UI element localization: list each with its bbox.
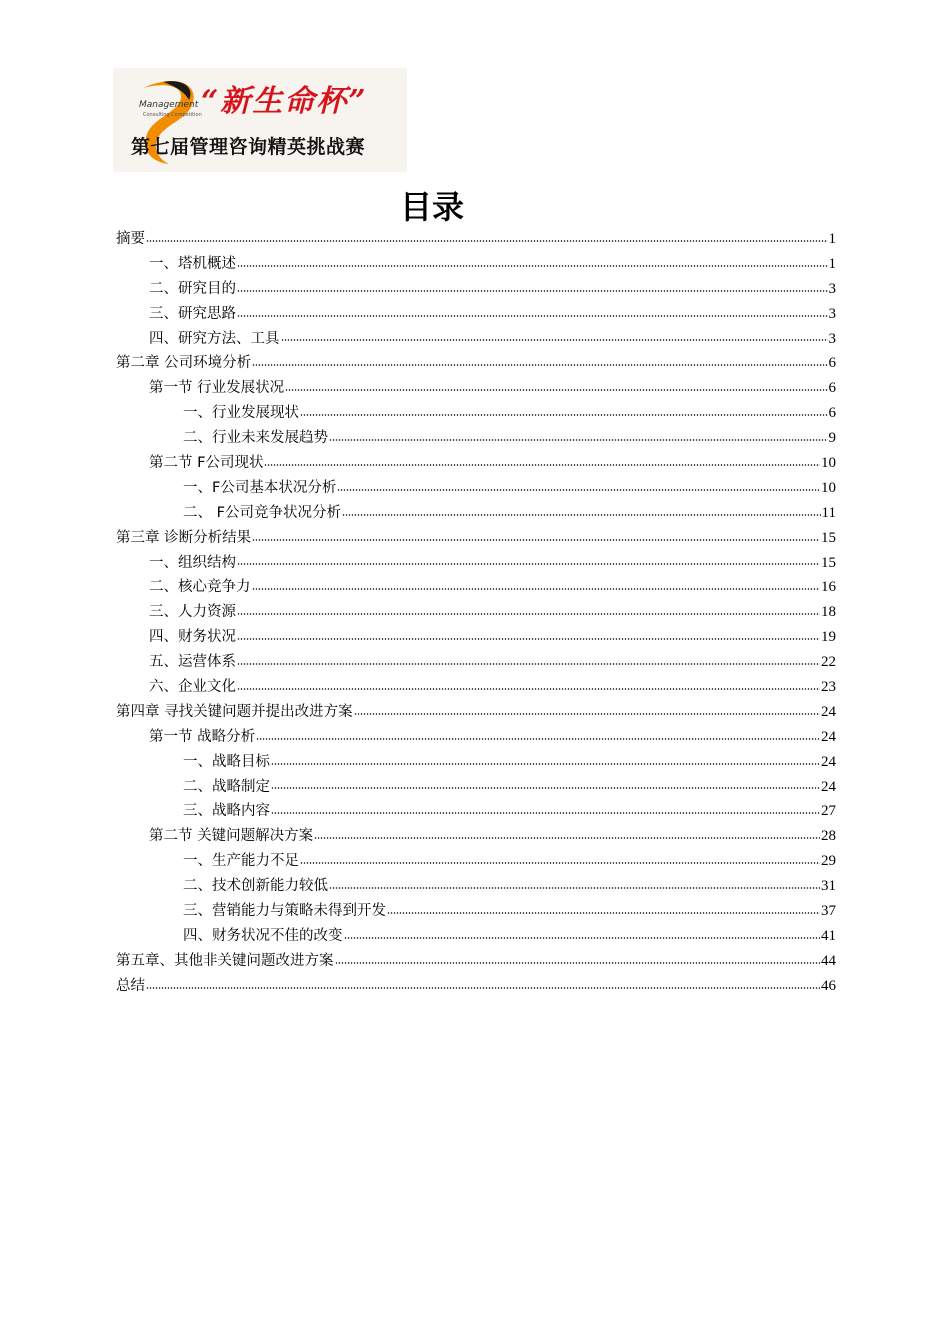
toc-entry[interactable]: [116, 451, 836, 476]
toc-entry-label: 二、 F公司竞争状况分析: [183, 504, 341, 521]
toc-entry[interactable]: [116, 401, 836, 426]
toc-dot-leader: [342, 514, 821, 516]
toc-entry-label: 第二节 F公司现状: [149, 455, 264, 472]
toc-entry-page-number: 9: [828, 430, 836, 447]
toc-entry-page-number: 3: [828, 330, 836, 347]
toc-entry-page-number: 1: [828, 231, 836, 247]
toc-entry[interactable]: [116, 974, 836, 999]
logo-slogan: “新生命杯”: [201, 84, 368, 119]
toc-entry-label: 第二节 关键问题解决方案: [149, 828, 314, 845]
toc-entry[interactable]: [116, 351, 836, 376]
toc-entry-label: 三、战略内容: [183, 803, 270, 820]
toc-dot-leader: [264, 464, 820, 466]
toc-entry[interactable]: [116, 252, 836, 277]
toc-entry[interactable]: [116, 600, 836, 625]
toc-entry-label: 一、组织结构: [149, 554, 236, 571]
toc-dot-leader: [252, 539, 820, 541]
table-of-contents: [116, 227, 836, 999]
toc-dot-leader: [300, 862, 820, 864]
toc-entry-page-number: 15: [821, 554, 836, 571]
toc-entry[interactable]: [116, 376, 836, 401]
toc-entry-page-number: 24: [821, 728, 836, 745]
toc-dot-leader: [237, 638, 820, 640]
toc-entry[interactable]: [116, 675, 836, 700]
toc-entry[interactable]: [116, 501, 836, 526]
toc-entry-page-number: 19: [821, 629, 836, 646]
toc-dot-leader: [314, 837, 820, 839]
toc-entry-page-number: 3: [828, 305, 836, 322]
toc-entry[interactable]: [116, 849, 836, 874]
toc-entry[interactable]: [116, 426, 836, 451]
toc-dot-leader: [271, 763, 820, 765]
toc-entry-label: 四、财务状况不佳的改变: [183, 927, 343, 944]
toc-dot-leader: [300, 414, 828, 416]
toc-entry[interactable]: [116, 625, 836, 650]
toc-entry-label: 一、F公司基本状况分析: [183, 479, 337, 496]
toc-entry-label: 二、技术创新能力较低: [183, 878, 328, 895]
toc-entry-page-number: 6: [828, 355, 836, 372]
toc-entry-page-number: 10: [821, 455, 836, 472]
toc-dot-leader: [237, 315, 828, 317]
toc-entry[interactable]: [116, 775, 836, 800]
toc-entry-label: 一、生产能力不足: [183, 853, 299, 870]
toc-entry-page-number: 6: [828, 405, 836, 422]
toc-entry-label: 第二章 公司环境分析: [116, 355, 252, 372]
toc-entry-label: 第一节 战略分析: [149, 728, 256, 745]
toc-dot-leader: [337, 489, 820, 491]
toc-entry-label: 第五章、其他非关键问题改进方案: [116, 952, 334, 969]
toc-dot-leader: [271, 787, 820, 789]
toc-entry-label: 总结: [116, 977, 145, 994]
toc-entry[interactable]: [116, 551, 836, 576]
toc-entry-page-number: 24: [821, 753, 836, 770]
toc-entry[interactable]: [116, 700, 836, 725]
toc-entry-page-number: 37: [821, 903, 836, 920]
toc-entry-label: 六、企业文化: [149, 679, 236, 696]
toc-entry[interactable]: [116, 327, 836, 352]
logo-subtitle: 第七届管理咨询精英挑战赛: [131, 136, 366, 158]
toc-dot-leader: [237, 613, 820, 615]
toc-entry-label: 五、运营体系: [149, 654, 236, 671]
toc-dot-leader: [354, 713, 820, 715]
toc-entry[interactable]: [116, 650, 836, 675]
toc-entry-label: 摘要: [116, 231, 145, 247]
toc-entry[interactable]: [116, 302, 836, 327]
toc-entry[interactable]: [116, 799, 836, 824]
logo-mark-subtext: Consulting Competition: [143, 112, 202, 118]
toc-dot-leader: [271, 812, 820, 814]
toc-entry-page-number: 29: [821, 853, 836, 870]
toc-entry-label: 二、战略制定: [183, 778, 270, 795]
toc-entry-page-number: 24: [821, 703, 836, 720]
toc-entry-label: 二、行业未来发展趋势: [183, 430, 328, 447]
toc-entry-page-number: 28: [821, 828, 836, 845]
toc-dot-leader: [237, 688, 820, 690]
toc-dot-leader: [281, 339, 828, 341]
toc-dot-leader: [256, 738, 820, 740]
toc-entry-label: 三、营销能力与策略未得到开发: [183, 903, 386, 920]
toc-entry-page-number: 18: [821, 604, 836, 621]
toc-entry-label: 第一节 行业发展状况: [149, 380, 285, 397]
toc-entry[interactable]: [116, 750, 836, 775]
toc-entry[interactable]: [116, 476, 836, 501]
toc-entry-page-number: 46: [821, 977, 836, 994]
toc-entry[interactable]: [116, 949, 836, 974]
toc-entry-label: 三、研究思路: [149, 305, 236, 322]
toc-entry[interactable]: [116, 824, 836, 849]
toc-entry[interactable]: [116, 924, 836, 949]
toc-entry-label: 二、研究目的: [149, 280, 236, 297]
toc-entry-page-number: 6: [828, 380, 836, 397]
toc-entry-label: 四、财务状况: [149, 629, 236, 646]
toc-entry-page-number: 27: [821, 803, 836, 820]
toc-dot-leader: [252, 588, 821, 590]
toc-entry[interactable]: [116, 277, 836, 302]
logo-mark-text: Management: [139, 100, 199, 110]
toc-entry-label: 一、塔机概述: [149, 255, 236, 272]
competition-logo: [113, 68, 407, 172]
toc-entry-page-number: 1: [828, 255, 836, 272]
toc-entry[interactable]: [116, 575, 836, 600]
toc-entry-label: 第四章 寻找关键问题并提出改进方案: [116, 703, 353, 720]
toc-entry-page-number: 23: [821, 679, 836, 696]
toc-entry-page-number: 15: [821, 529, 836, 546]
toc-entry-page-number: 22: [821, 654, 836, 671]
toc-entry-page-number: 31: [821, 878, 836, 895]
toc-entry-page-number: 3: [828, 280, 836, 297]
toc-entry-label: 第三章 诊断分析结果: [116, 529, 252, 546]
toc-entry[interactable]: [116, 227, 836, 252]
toc-dot-leader: [252, 364, 827, 366]
toc-entry[interactable]: [116, 874, 836, 899]
toc-entry-label: 三、人力资源: [149, 604, 236, 621]
toc-entry-label: 四、研究方法、工具: [149, 330, 280, 347]
toc-dot-leader: [329, 439, 828, 441]
toc-dot-leader: [335, 962, 821, 964]
toc-dot-leader: [146, 240, 828, 242]
toc-dot-leader: [329, 887, 820, 889]
toc-entry-page-number: 10: [821, 479, 836, 496]
toc-entry-page-number: 24: [821, 778, 836, 795]
toc-entry-page-number: 44: [821, 952, 836, 969]
toc-entry-label: 一、行业发展现状: [183, 405, 299, 422]
toc-entry-label: 二、核心竞争力: [149, 579, 251, 596]
toc-dot-leader: [237, 265, 828, 267]
toc-entry[interactable]: [116, 526, 836, 551]
toc-dot-leader: [237, 563, 820, 565]
toc-entry-page-number: 16: [821, 579, 836, 596]
toc-dot-leader: [285, 389, 827, 391]
toc-entry[interactable]: [116, 899, 836, 924]
toc-dot-leader: [344, 937, 821, 939]
toc-dot-leader: [146, 987, 820, 989]
toc-entry[interactable]: [116, 725, 836, 750]
toc-entry-page-number: 41: [821, 927, 836, 944]
toc-dot-leader: [387, 912, 820, 914]
page-title: 目录: [399, 188, 464, 226]
toc-dot-leader: [237, 290, 828, 292]
toc-entry-page-number: 11: [821, 504, 836, 521]
toc-dot-leader: [237, 663, 820, 665]
toc-entry-label: 一、战略目标: [183, 753, 270, 770]
